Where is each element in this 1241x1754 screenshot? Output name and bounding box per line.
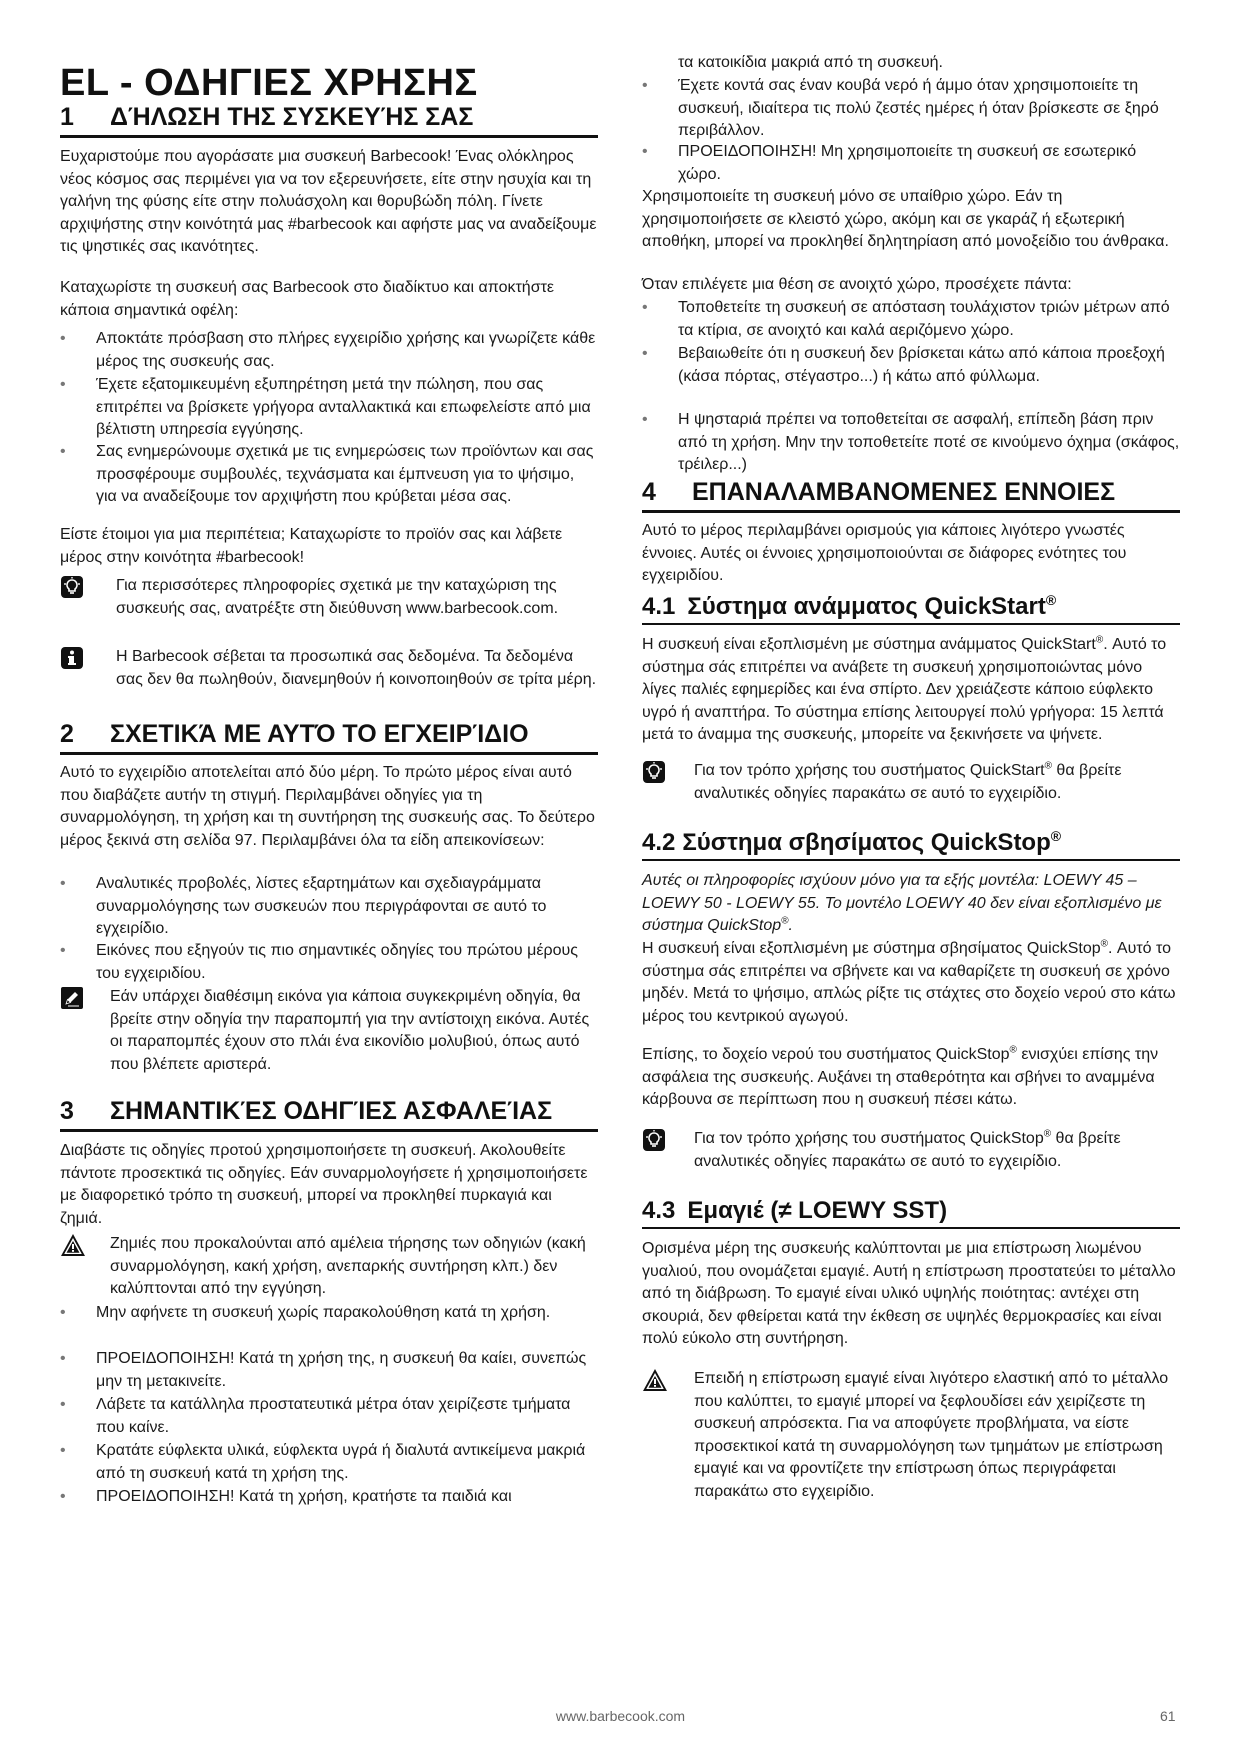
paragraph-text: . [788,917,793,935]
list-item-text: Αποκτάτε πρόσβαση στο πλήρες εγχειρίδιο χρήσης και γνωρίζετε κάθε μέρος της συσκευής σας. [96,330,596,370]
note-text [694,760,1180,805]
section-number: 2 [60,720,74,748]
note-text: Εάν υπάρχει διαθέσιμη εικόνα για κάποια συγκεκριμένη οδηγία, θα βρείτε στην οδηγία την παραπομπή για την αντίστοιχη εικόνα. Αυτές οι παραπομπές έχουν στο πλάι ένα εικονίδιο μολυβιού, όπως αυτό που βλέπετε αριστερά. [110,988,590,1073]
list-item-continuation: τα κατοικίδια μακριά από τη συσκευή. [678,54,943,71]
section-number: 4.1 [642,593,676,620]
note-text-part: θα βρείτε αναλυτικές οδηγίες παρακάτω σε αυτό το εγχειρίδιο. [694,762,1122,802]
note-text-part: Για τον τρόπο χρήσης του συστήματος QuickStop [694,1130,1044,1147]
paragraph: Αυτό το εγχειρίδιο αποτελείται από δύο μέρη. Το πρώτο μέρος είναι αυτό που διαβάζετε αυτήν τη στιγμή. Περιλαμβάνει οδηγίες για τη συναρμολόγηση, τη χρήση και τη συντήρηση της συσκευής σας. Το δεύτερο μέρος ξεκινά στη σελίδα 97. Περιλαμβάνει όλα τα είδη απεικονίσεων: [60,764,595,849]
list-item-text: Βεβαιωθείτε ότι η συσκευή δεν βρίσκεται κάτω από κάποια προεξοχή (κάσα πόρτας, στέγαστρο...) ή κάτω από φύλλωμα. [678,345,1165,385]
paragraph: Ορισμένα μέρη της συσκευής καλύπτονται με μια επίστρωση λιωμένου γυαλιού, που ονομάζεται εμαγιέ. Αυτή η επίστρωση προστατεύει το μέταλλο από τη διάβρωση. Το εμαγιέ είναι υλικό υψηλής ποιότητας: αντέχει στη σκουριά, δεν φθείρεται κατά την έκθεση σε υψηλές θερμοκρασίες και είναι πολύ εύκολο στη συντήρηση. [642,1240,1176,1348]
paragraph-text: Η συσκευή είναι εξοπλισμένη με σύστημα ανάμματος QuickStart [642,636,1096,653]
bulb-icon [60,575,84,599]
list-item-text: Τοποθετείτε τη συσκευή σε απόσταση τουλάχιστον τριών μέτρων από τα κτίρια, σε ανοιχτό και καλά αεριζόμενο χώρο. [678,299,1170,339]
bullet-icon: • [642,143,648,160]
section-title: Σύστημα ανάμματος QuickStart [687,593,1046,620]
paragraph: Αυτό το μέρος περιλαμβάνει ορισμούς για κάποιες λιγότερο γνωστές έννοιες. Αυτές οι έννοιες χρησιμοποιούνται σε διάφορες ενότητες του εγχειριδίου. [642,522,1127,585]
bullet-icon: • [60,1350,66,1367]
info-icon [60,646,84,670]
note-text: Για περισσότερες πληροφορίες σχετικά με την καταχώριση της συσκευής σας, ανατρέξτε στη διεύθυνση www.barbecook.com. [116,577,559,617]
paragraph: Ευχαριστούμε που αγοράσατε μια συσκευή Barbecook! Ένας ολόκληρος νέος κόσμος σας περιμένει για να τον εξερευνήσετε, είτε στην ησυχία και τη γαλήνη της φύσης είτε στην πολυάσχολη και θορυβώδη πόλη. Γίνετε αρχιψήστης στην κοινότητά μας #barbecook και αφήστε μας να αναδείξουμε τις ψηστικές σας ικανότητες. [60,148,597,256]
note-text: Η Barbecook σέβεται τα προσωπικά σας δεδομένα. Τα δεδομένα σας δεν θα πωληθούν, διανεμηθούν ή κοινοποιηθούν σε τρίτα μέρη. [116,648,597,688]
registered-mark: ® [781,915,789,927]
section-title: ΕΠΑΝΑΛΑΜΒΑΝΟΜΕΝΕΣ ΕΝΝΟΙΕΣ [692,478,1116,506]
paragraph-text: ενισχύει επίσης την ασφάλεια της συσκευής. Αυξάνει τη σταθερότητα και σβήνει το αναμμένα κάρβουνα σε περίπτωση που η συσκευή πέσει κάτω. [642,1046,1159,1109]
section-4-1-heading [642,592,1180,625]
note-text: Ζημιές που προκαλούνται από αμέλεια τήρησης των οδηγιών (κακή συναρμολόγηση, κακή χρήση, ανεπαρκής συντήρηση κλπ.) δεν καλύπτονται από την εγγύηση. [110,1235,586,1298]
bullet-icon: • [60,1304,66,1321]
section-title: ΣΧΕΤΙΚΆ ΜΕ ΑΥΤΌ ΤΟ ΕΓΧΕΙΡΊΔΙΟ [110,720,529,748]
list-item-text: Λάβετε τα κατάλληλα προστατευτικά μέτρα όταν χειρίζεστε τμήματα που καίνε. [96,1396,571,1436]
paragraph-text: Η συσκευή είναι εξοπλισμένη με σύστημα σβησίματος QuickStop [642,940,1101,957]
registered-mark: ® [1009,1044,1017,1056]
list-item-text: Αναλυτικές προβολές, λίστες εξαρτημάτων και σχεδιαγράμματα συναρμολόγησης των συσκευών που περιγράφονται σε αυτό το εγχειρίδιο. [96,875,547,938]
page-number: 61 [1160,1708,1176,1724]
list-item [60,873,598,941]
section-1-heading [60,103,598,138]
bullet-icon: • [60,330,66,347]
section-4-3-heading [642,1196,1180,1229]
page-title: EL - ΟΔΗΓΙΕΣ ΧΡΗΣΗΣ [60,62,478,104]
list-item [642,141,1180,186]
paragraph [642,634,1180,747]
section-number: 4.3 [642,1197,676,1224]
list-item-text: Έχετε κοντά σας έναν κουβά νερό ή άμμο όταν χρησιμοποιείτε τη συσκευή, ιδιαίτερα τις πολύ ζεστές ημέρες ή όταν βρίσκεστε σε ξηρό περιβάλλον. [678,77,1159,140]
list-item [60,328,598,373]
list-item [60,1486,598,1509]
bullet-icon: • [60,1442,66,1459]
section-number: 1 [60,103,74,131]
list-item [60,940,598,985]
section-title: Σύστημα σβησίματος QuickStop [682,829,1051,856]
list-item [642,297,1180,342]
bullet-icon: • [642,411,648,428]
section-4-heading [642,478,1180,513]
list-item-text: Έχετε εξατομικευμένη εξυπηρέτηση μετά την πώληση, που σας επιτρέπει να βρίσκετε γρήγορα ανταλλακτικά και επωφελείστε από μια βέλτιστη υπηρεσία εγγύησης. [96,376,591,439]
bulb-icon [642,1128,666,1152]
paragraph: Χρησιμοποιείτε τη συσκευή μόνο σε υπαίθριο χώρο. Εάν τη χρησιμοποιήσετε σε κλειστό χώρο, ακόμη και σε γκαράζ ή εξωτερική αποθήκη, μπορεί να προκληθεί δηλητηρίαση από μονοξείδιο του άνθρακα. [642,188,1169,251]
registered-mark: ® [1044,760,1052,772]
section-4-2-heading [642,828,1180,861]
list-item [642,343,1180,388]
bullet-icon: • [60,1488,66,1505]
section-title: ΔΉΛΩΣΗ ΤΗΣ ΣΥΣΚΕΥΉΣ ΣΑΣ [110,103,474,131]
list-item-text: Μην αφήνετε τη συσκευή χωρίς παρακολούθηση κατά τη χρήση. [96,1304,551,1321]
registered-mark: ® [1043,1128,1052,1140]
list-item [60,1394,598,1439]
list-item-text: ΠΡΟΕΙΔΟΠΟΙΗΣΗ! Μη χρησιμοποιείτε τη συσκευή σε εσωτερικό χώρο. [678,143,1137,183]
note-text: Επειδή η επίστρωση εμαγιέ είναι λιγότερο ελαστική από το μέταλλο που καλύπτει, το εμαγιέ μπορεί να ξεφλουδίσει εάν χειρίζεστε τη συσκευή απρόσεκτα. Για να αποφύγετε προβλήματα, να είστε προσεκτικοί κατά τη συναρμολόγηση των τμημάτων με επίστρωση εμαγιέ και να φροντίζετε την επίστρωση όπως περιγράφεται παρακάτω στο εγχειρίδιο. [694,1370,1169,1500]
list-item [60,1440,598,1485]
bullet-icon: • [642,345,648,362]
section-title: ΣΗΜΑΝΤΙΚΈΣ ΟΔΗΓΊΕΣ ΑΣΦΑΛΕΊΑΣ [110,1097,553,1125]
warning-note [60,1233,598,1301]
note-text-part: θα βρείτε αναλυτικές οδηγίες παρακάτω σε αυτό το εγχειρίδιο. [694,1130,1121,1170]
paragraph-text: . Αυτό το σύστημα σάς επιτρέπει να ανάβετε τη συσκευή χρησιμοποιώντας μόνο λίγες παλιές εφημερίδες και ένα σπίρτο. Δεν χρειάζεστε κάποιο εύφλεκτο υγρό ή αναπτήρα. Το σύστημα επίσης λειτουργεί πολύ γρήγορα: 15 λεπτά μετά το άναμμα της συσκευής, μπορείτε να ξεκινήσετε να ψήνετε. [642,636,1167,744]
list-item [60,441,598,509]
warning-icon [642,1368,666,1392]
list-item [60,1348,598,1393]
section-number: 4.2 [642,829,676,856]
paragraph: Καταχωρίστε τη συσκευή σας Barbecook στο διαδίκτυο και αποκτήστε κάποια σημαντικά οφέλη: [60,279,555,319]
section-3-heading [60,1097,598,1132]
section-title: Εμαγιέ (≠ LOEWY SST) [687,1197,948,1224]
paragraph: Όταν επιλέγετε μια θέση σε ανοιχτό χώρο, προσέχετε πάντα: [642,276,1072,293]
section-number: 4 [642,478,656,506]
note-text [694,1128,1180,1173]
paragraph-text: . Αυτό το σύστημα σάς επιτρέπει να σβήνετε και να καθαρίζετε τη συσκευή σε χρόνο μηδέν. Μετά το ψήσιμο, απλώς ρίξτε τις στάχτες στο δοχείο νερού στο κάτω μέρος του κεντρικού αγωγού. [642,940,1176,1025]
list-item-text: Εικόνες που εξηγούν τις πιο σημαντικές οδηγίες του πρώτου μέρους του εγχειριδίου. [96,942,578,982]
paragraph [642,1044,1180,1112]
bulb-icon [642,760,666,784]
warning-note [642,1368,1180,1504]
paragraph-text: Αυτές οι πληροφορίες ισχύουν μόνο για τα εξής μοντέλα: LOEWY 45 – LOEWY 50 - LOEWY 55. Το μοντέλο LOEWY 40 δεν είναι εξοπλισμένο με σύστημα QuickStop [642,872,1162,935]
list-item [60,1302,598,1325]
list-item [642,75,1180,143]
list-item-text: Η ψησταριά πρέπει να τοποθετείται σε ασφαλή, επίπεδη βάση πριν από τη χρήση. Μην την τοποθετείτε ποτέ σε κινούμενο όχημα (σκάφος, τρέιλερ...) [678,411,1180,474]
paragraph-text: Επίσης, το δοχείο νερού του συστήματος QuickStop [642,1046,1010,1063]
pencil-note [60,986,598,1076]
list-item-text: Σας ενημερώνουμε σχετικά με τις ενημερώσεις των προϊόντων και σας προσφέρουμε συμβουλές, τεχνάσματα και έμπνευση για το ψήσιμο, για να αναδείξουμε τον αρχιψήστη που κρύβεται μέσα σας. [96,443,594,506]
note-text-part: Για τον τρόπο χρήσης του συστήματος QuickStart [694,762,1045,779]
paragraph: Είστε έτοιμοι για μια περιπέτεια; Καταχωρίστε το προϊόν σας και λάβετε μέρος στην κοινότητα #barbecook! [60,526,563,566]
bullet-icon: • [642,77,648,94]
info-note [60,646,598,691]
pencil-icon [60,986,84,1010]
bullet-icon: • [60,376,66,393]
list-item-text: ΠΡΟΕΙΔΟΠΟΙΗΣΗ! Κατά τη χρήση της, η συσκευή θα καίει, συνεπώς μην τη μετακινείτε. [96,1350,587,1390]
bullet-icon: • [60,875,66,892]
registered-mark: ® [1100,938,1109,950]
warning-icon [60,1233,84,1257]
bullet-icon: • [60,1396,66,1413]
bullet-icon: • [60,443,66,460]
paragraph [642,938,1180,1028]
bullet-icon: • [60,942,66,959]
section-number: 3 [60,1097,74,1125]
section-2-heading [60,720,598,755]
registered-mark: ® [1095,634,1104,646]
list-item [60,374,598,442]
tip-note [642,1128,1180,1173]
bullet-icon: • [642,299,648,316]
list-item-text: Κρατάτε εύφλεκτα υλικά, εύφλεκτα υγρά ή διαλυτά αντικείμενα μακριά από τη συσκευή κατά τη χρήση της. [96,1442,586,1482]
footer-url: www.barbecook.com [555,1708,686,1724]
registered-mark: ® [1045,592,1057,608]
list-item [642,409,1180,477]
italic-paragraph [642,870,1180,938]
paragraph: Διαβάστε τις οδηγίες προτού χρησιμοποιήσετε τη συσκευή. Ακολουθείτε πάντοτε προσεκτικά τις οδηγίες. Εάν συναρμολογήσετε ή χρησιμοποιήσετε με διαφορετικό τρόπο τη συσκευή, μπορεί να προκληθεί πυρκαγιά και ζημιά. [60,1142,588,1227]
tip-note [642,760,1180,805]
registered-mark: ® [1050,828,1062,844]
list-item-text: ΠΡΟΕΙΔΟΠΟΙΗΣΗ! Κατά τη χρήση, κρατήστε τα παιδιά και [96,1488,512,1505]
tip-note [60,575,598,620]
